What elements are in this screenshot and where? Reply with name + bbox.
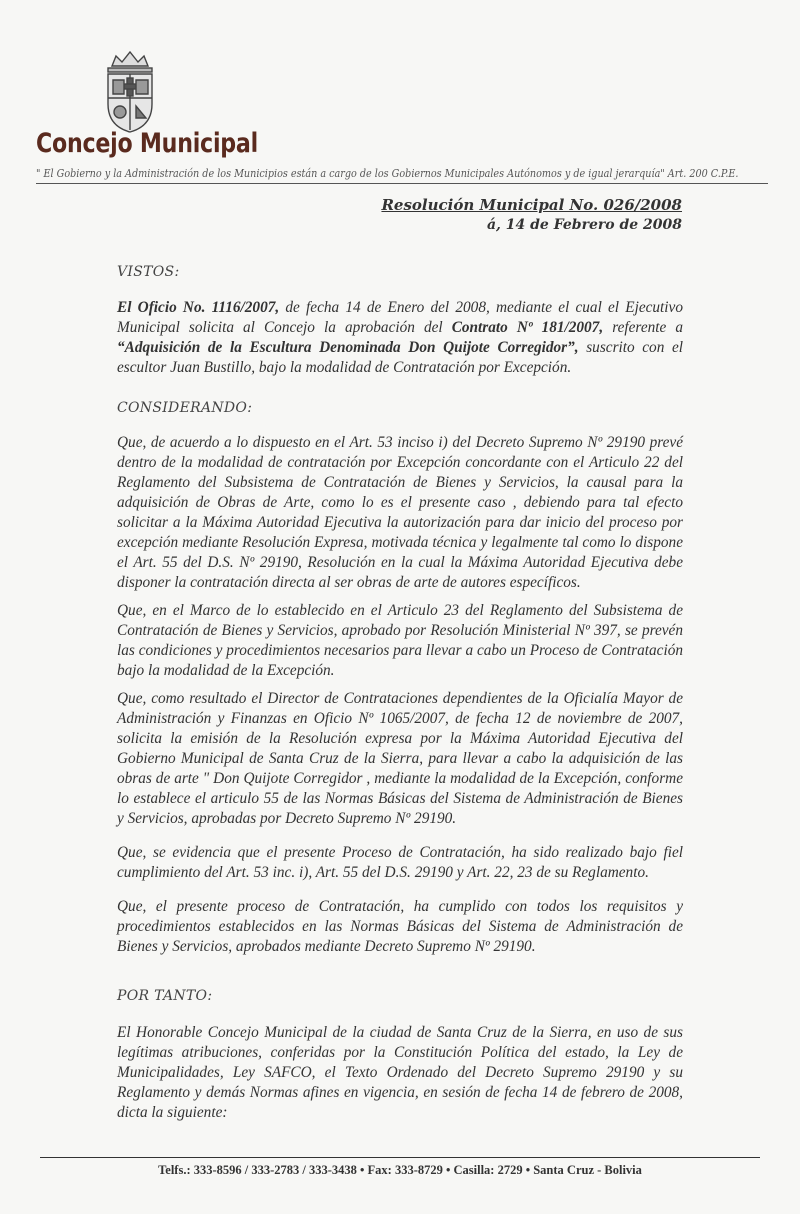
considerando-paragraph-2: Que, en el Marco de lo establecido en el Articulo 23 del Reglamento del Subsistema de Contratación de Bienes y Servicios, aprobado por Resolución Ministerial Nº 397, se prevén las condiciones y procedimientos necesarios para llevar a cabo un Proceso de Contratación bajo la modalidad de la Excepción.: [117, 602, 683, 679]
resolution-date: á, 14 de Febrero de 2008: [486, 217, 682, 233]
contrato-reference: Contrato Nº 181/2007,: [451, 319, 604, 336]
header-motto: " El Gobierno y la Administración de los Municipios están a cargo de los Gobiernos Municipales Autónomos y de igual jerarquía" Art. 200 C.P.E.: [36, 167, 739, 180]
vistos-text-1: de fecha 14 de Enero del 2008, mediante el cual el Ejecutivo Municipal solicita al Concejo la aprobación del: [117, 299, 683, 336]
organization-name: Concejo Municipal: [36, 128, 258, 159]
oficio-reference: El Oficio No. 1116/2007,: [117, 299, 280, 316]
considerando-paragraph-5: Que, el presente proceso de Contratación, ha cumplido con todos los requisitos y procedimientos establecidos en las Normas Básicas del Sistema de Administración de Bienes y Servicios, aprobados mediante Decreto Supremo Nº 29190.: [117, 898, 683, 955]
vistos-heading: VISTOS:: [117, 264, 180, 280]
footer-divider: [40, 1157, 760, 1158]
vistos-text-2: referente a: [603, 319, 683, 336]
considerando-paragraph-1: Que, de acuerdo a lo dispuesto en el Art. 53 inciso i) del Decreto Supremo Nº 29190 prevé dentro de la modalidad de contratación por Excepción concordante con el Articulo 22 del Reglamento del Subsistema de Contratación de Bienes y Servicios, la causal para la adquisición de Obras de Arte, como lo es el presente caso , debiendo para tal efecto solicitar a la Máxima Autoridad Ejecutiva la autorización para dar inicio del proceso por excepción mediante Resolución Expresa, motivada técnica y legalmente tal como lo dispone el Art. 55 del D.S. Nº 29190, Resolución en la cual la Máxima Autoridad Ejecutiva debe disponer la contratación directa al ser obras de arte de autores específicos.: [117, 434, 683, 591]
vistos-paragraph: [117, 298, 683, 378]
vistos-text-3: suscrito con el escultor Juan Bustillo, bajo la modalidad de Contratación por Excepción.: [117, 339, 683, 376]
considerando-heading: CONSIDERANDO:: [117, 400, 253, 416]
portanto-heading: POR TANTO:: [117, 988, 213, 1004]
header-divider: [36, 183, 768, 184]
coat-of-arms-icon: [98, 46, 162, 136]
footer-contact: Telfs.: 333-8596 / 333-2783 / 333-3438 • Fax: 333-8729 • Casilla: 2729 • Santa Cruz - Bolivia: [158, 1163, 642, 1177]
resolution-number: Resolución Municipal No. 026/2008: [381, 196, 682, 214]
portanto-paragraph: El Honorable Concejo Municipal de la ciudad de Santa Cruz de la Sierra, en uso de sus legítimas atribuciones, conferidas por la Constitución Política del estado, la Ley de Municipalidades, Ley SAFCO, el Texto Ordenado del Decreto Supremo 29190 y su Reglamento y demás Normas afines en vigencia, en sesión de fecha 14 de febrero de 2008, dicta la siguiente:: [117, 1024, 683, 1121]
acquisition-title: “Adquisición de la Escultura Denominada Don Quijote Corregidor”,: [117, 339, 579, 356]
considerando-paragraph-4: Que, se evidencia que el presente Proceso de Contratación, ha sido realizado bajo fiel cumplimiento del Art. 53 inc. i), Art. 55 del D.S. 29190 y Art. 22, 23 de su Reglamento.: [117, 844, 683, 881]
considerando-paragraph-3: Que, como resultado el Director de Contrataciones dependientes de la Oficialía Mayor de Administración y Finanzas en Oficio Nº 1065/2007, de fecha 12 de noviembre de 2007, solicita la emisión de la Resolución expresa por la Máxima Autoridad Ejecutiva del Gobierno Municipal de Santa Cruz de la Sierra, para llevar a cabo la adquisición de las obras de arte " Don Quijote Corregidor , mediante la modalidad de la Excepción, conforme lo establece el articulo 55 de las Normas Básicas del Sistema de Administración de Bienes y Servicios, aprobadas por Decreto Supremo Nº 29190.: [117, 690, 683, 827]
